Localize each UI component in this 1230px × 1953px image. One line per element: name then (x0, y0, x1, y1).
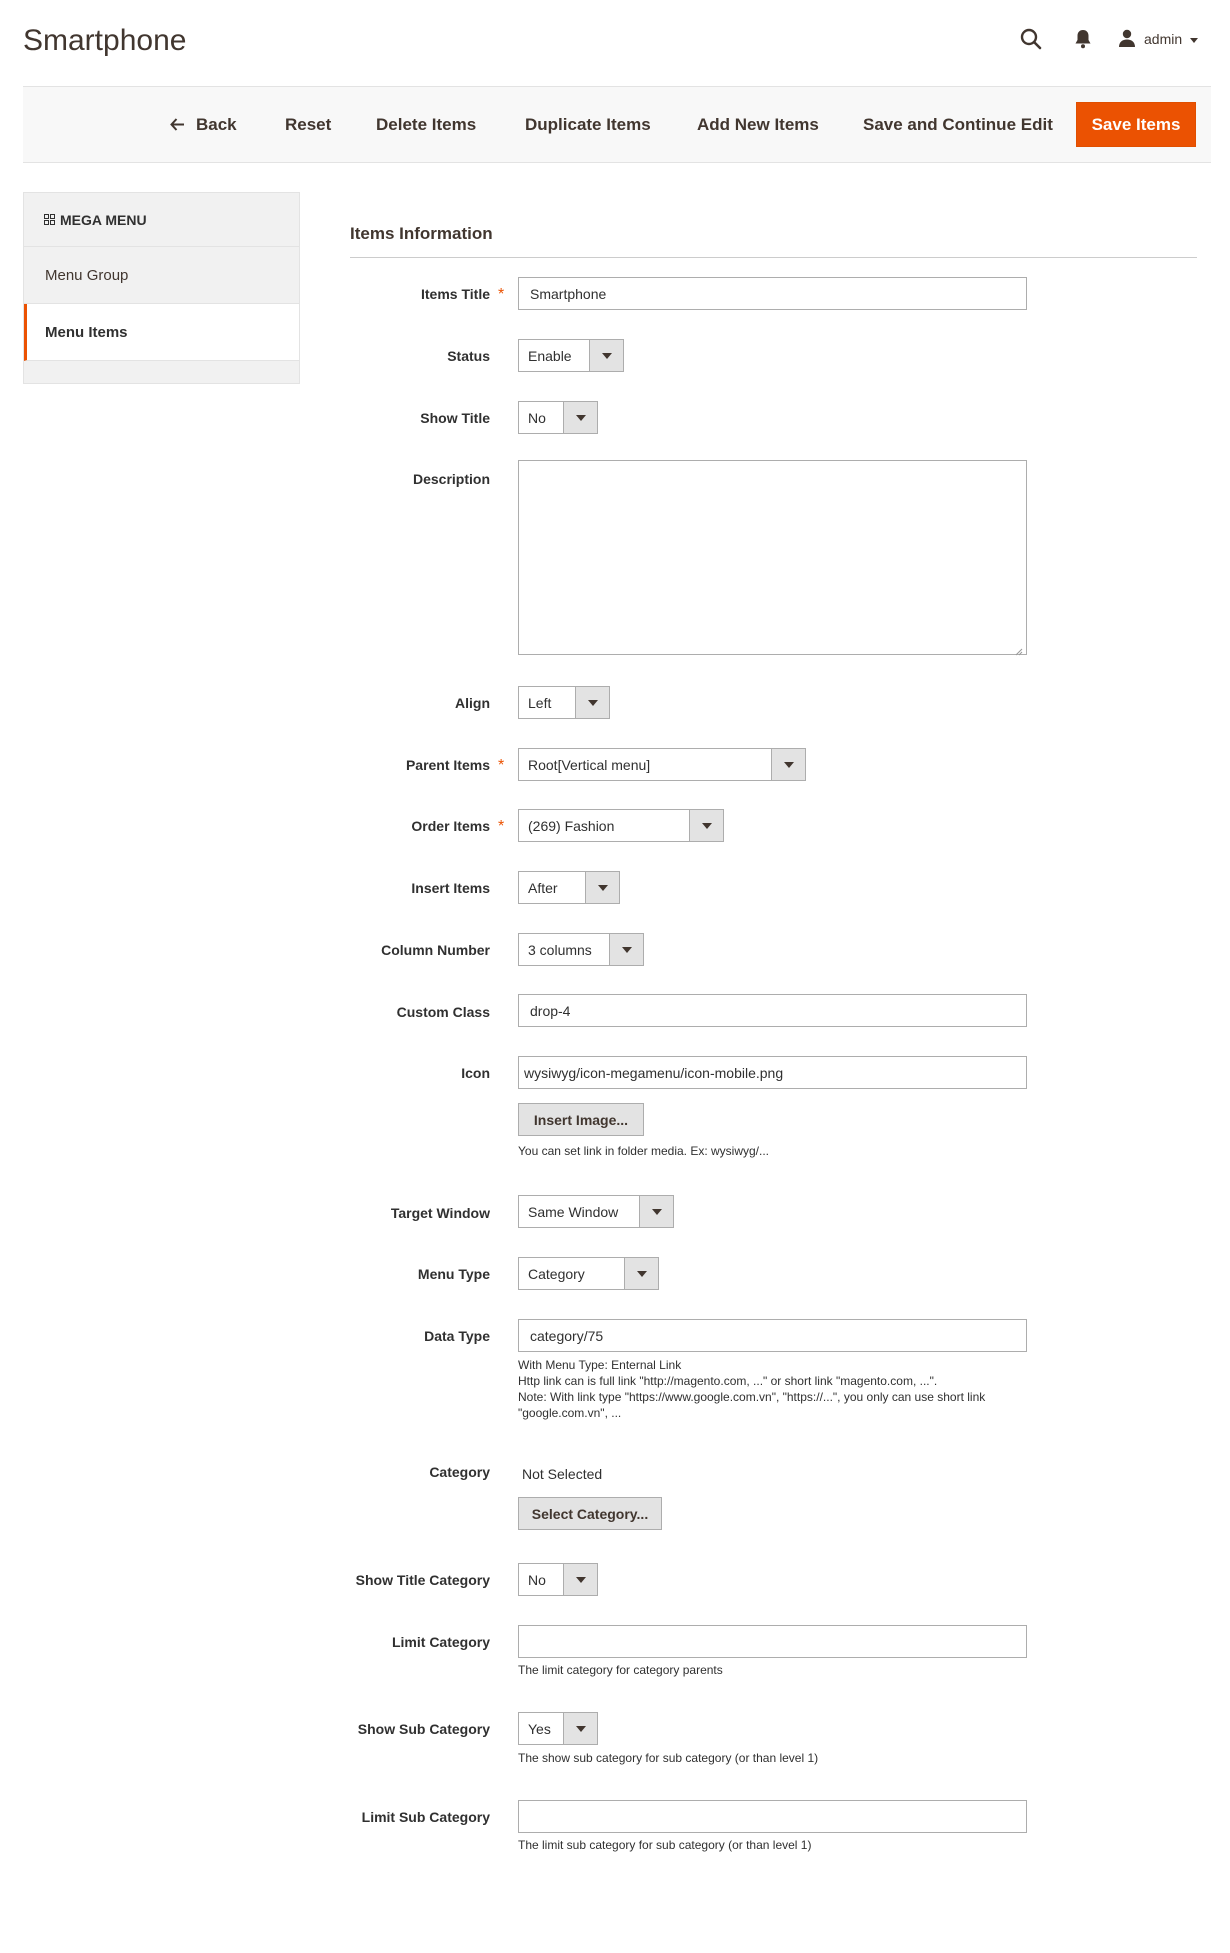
show-title-category-label: Show Title Category (355, 1572, 490, 1588)
back-button[interactable] (170, 87, 237, 162)
insert-image-button[interactable]: Insert Image... (518, 1103, 644, 1136)
show-sub-category-label: Show Sub Category (357, 1721, 490, 1737)
insert-items-label: Insert Items (411, 880, 490, 896)
required-marker: * (498, 818, 505, 835)
limit-category-note: The limit category for category parents (518, 1663, 723, 1677)
chevron-down-icon (771, 749, 805, 780)
chevron-down-icon (689, 810, 723, 841)
status-value: Enable (528, 347, 572, 364)
align-select[interactable] (518, 686, 610, 719)
icon-input[interactable]: wysiwyg/icon-megamenu/icon-mobile.png (518, 1056, 1027, 1089)
category-label: Category (429, 1464, 490, 1480)
order-items-value: (269) Fashion (528, 817, 615, 834)
save-continue-button[interactable]: Save and Continue Edit (863, 114, 1053, 134)
parent-items-label: Parent Items (405, 757, 490, 773)
menu-type-select[interactable] (518, 1257, 659, 1290)
page-title: Smartphone (23, 24, 187, 57)
order-items-label: Order Items (411, 818, 490, 834)
parent-items-value: Root[Vertical menu] (528, 756, 651, 773)
sidebar-item-menu-group[interactable]: Menu Group (24, 247, 299, 304)
chevron-down-icon (575, 687, 609, 718)
description-label: Description (412, 471, 490, 487)
chevron-down-icon (639, 1196, 673, 1227)
data-type-note-2: Http link can is full link "http://magento.com, ..." or short link "magento.com, ...". (518, 1374, 938, 1388)
section-divider (350, 257, 1197, 258)
target-window-select[interactable] (518, 1195, 674, 1228)
align-value: Left (528, 694, 552, 711)
order-items-select[interactable] (518, 809, 724, 842)
parent-items-select[interactable] (518, 748, 806, 781)
save-items-button[interactable]: Save Items (1076, 102, 1196, 147)
target-window-value: Same Window (528, 1203, 619, 1220)
page-header (0, 0, 1230, 86)
chevron-down-icon (563, 1564, 597, 1595)
required-marker: * (498, 286, 505, 303)
items-title-label: Items Title (421, 286, 490, 302)
limit-sub-category-note: The limit sub category for sub category (or than level 1) (518, 1838, 812, 1852)
grid-icon (44, 214, 55, 225)
column-number-select[interactable] (518, 933, 644, 966)
show-sub-category-select[interactable] (518, 1712, 598, 1745)
user-name: admin (1144, 31, 1183, 47)
status-select[interactable] (518, 339, 624, 372)
section-title: Items Information (350, 224, 493, 243)
limit-category-input[interactable] (518, 1625, 1027, 1658)
chevron-down-icon (609, 934, 643, 965)
chevron-down-icon (563, 1713, 597, 1744)
insert-items-value: After (528, 879, 558, 896)
delete-items-button[interactable]: Delete Items (376, 114, 477, 134)
menu-type-label: Menu Type (417, 1266, 490, 1282)
add-new-items-button[interactable]: Add New Items (697, 114, 819, 134)
data-type-note-3: Note: With link type "https://www.google.com.vn", "https://...", you only can use short link "google.com.vn", ... (518, 1390, 986, 1420)
select-category-button[interactable]: Select Category... (518, 1497, 662, 1530)
insert-items-select[interactable] (518, 871, 620, 904)
required-marker: * (498, 757, 505, 774)
bell-icon[interactable] (1068, 24, 1098, 54)
duplicate-items-button[interactable]: Duplicate Items (525, 114, 651, 134)
action-toolbar (23, 86, 1211, 163)
limit-sub-category-input[interactable] (518, 1800, 1027, 1833)
show-sub-category-value: Yes (528, 1720, 551, 1737)
target-window-label: Target Window (390, 1205, 490, 1221)
icon-note: You can set link in folder media. Ex: wysiwyg/... (518, 1144, 770, 1158)
data-type-input[interactable]: category/75 (518, 1319, 1027, 1352)
arrow-left-icon (170, 118, 185, 131)
show-title-label: Show Title (420, 410, 490, 426)
category-value: Not Selected (522, 1466, 603, 1482)
chevron-down-icon (624, 1258, 658, 1289)
data-type-label: Data Type (424, 1328, 490, 1344)
data-type-note-1: With Menu Type: Enternal Link (518, 1358, 682, 1372)
column-number-value: 3 columns (528, 941, 592, 958)
limit-category-label: Limit Category (391, 1634, 490, 1650)
align-label: Align (455, 695, 490, 711)
custom-class-input[interactable]: drop-4 (518, 994, 1027, 1027)
chevron-down-icon (589, 340, 623, 371)
user-menu[interactable] (1118, 26, 1198, 52)
custom-class-label: Custom Class (396, 1004, 490, 1020)
show-title-category-select[interactable] (518, 1563, 598, 1596)
description-textarea[interactable] (518, 460, 1027, 655)
resize-handle-icon[interactable] (1015, 643, 1023, 651)
icon-label: Icon (461, 1065, 490, 1081)
show-title-select[interactable] (518, 401, 598, 434)
search-icon[interactable] (1016, 24, 1046, 54)
show-title-value: No (528, 409, 546, 426)
sidebar-item-menu-items[interactable]: Menu Items (24, 304, 299, 361)
sidebar-header (24, 193, 299, 247)
chevron-down-icon (585, 872, 619, 903)
limit-sub-category-label: Limit Sub Category (361, 1809, 490, 1825)
show-sub-category-note: The show sub category for sub category (or than level 1) (518, 1751, 819, 1765)
chevron-down-icon (1190, 31, 1198, 47)
show-title-category-value: No (528, 1571, 546, 1588)
column-number-label: Column Number (381, 942, 490, 958)
user-icon (1118, 29, 1136, 50)
menu-type-value: Category (528, 1265, 585, 1282)
sidebar (23, 192, 300, 384)
sidebar-title: MEGA MENU (60, 211, 147, 228)
back-label: Back (196, 114, 237, 134)
chevron-down-icon (563, 402, 597, 433)
reset-button[interactable]: Reset (285, 114, 332, 134)
status-label: Status (447, 348, 490, 364)
items-title-input[interactable]: Smartphone (518, 277, 1027, 310)
